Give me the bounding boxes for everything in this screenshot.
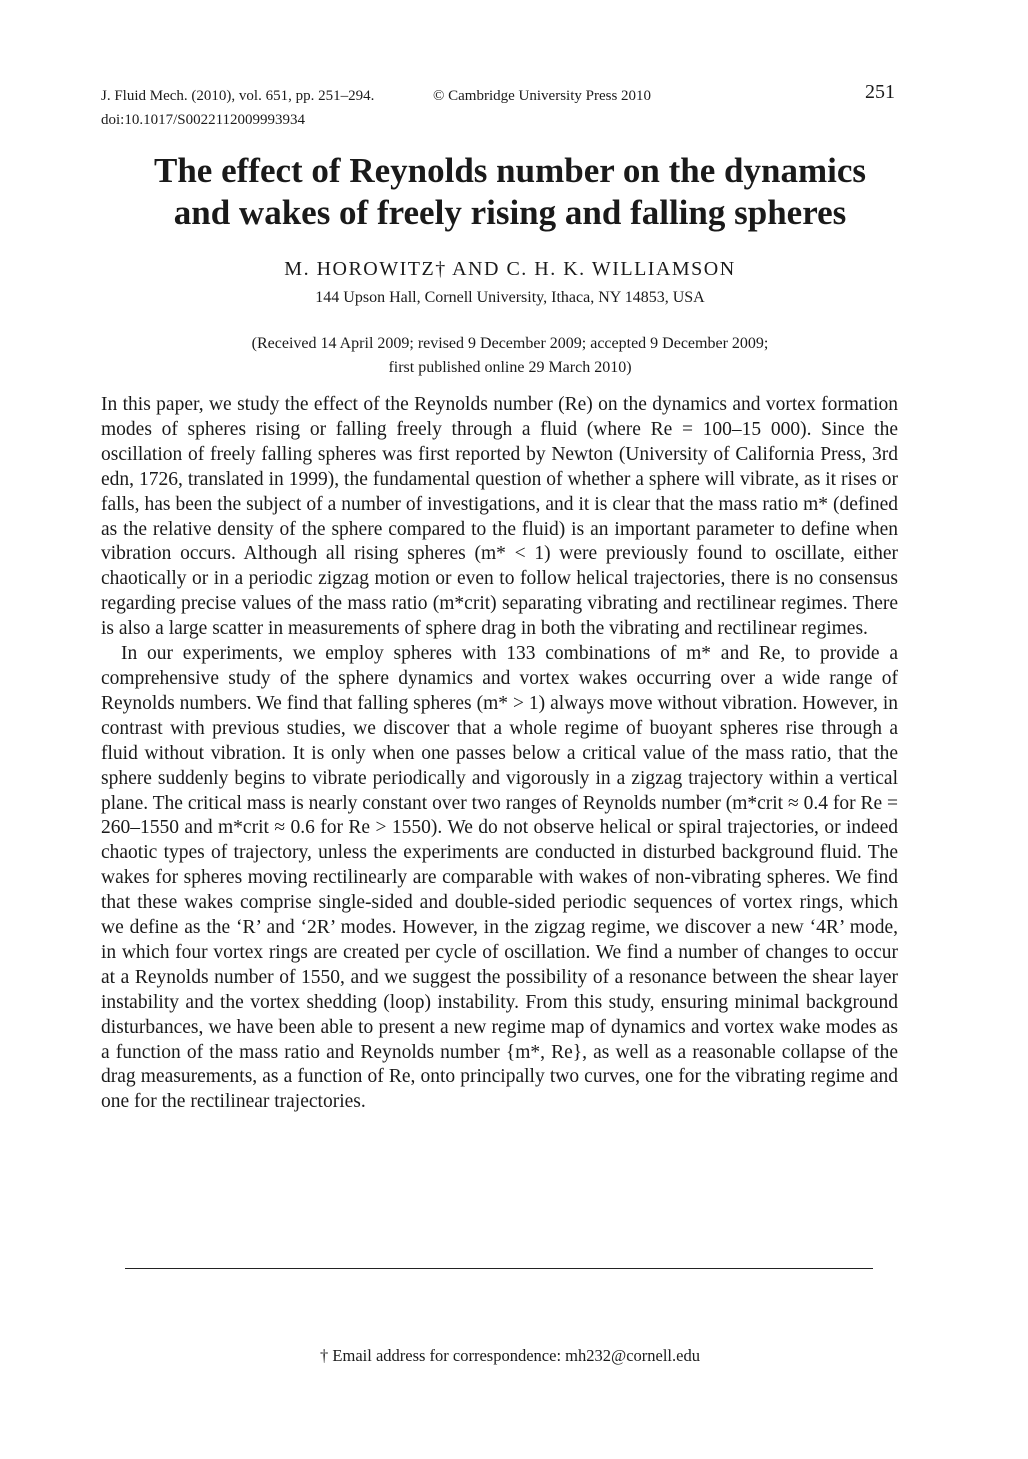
doi: doi:10.1017/S0022112009993934	[101, 112, 306, 128]
abstract-paragraph-2: In our experiments, we employ spheres with 133 combinations of m* and Re, to provide a comprehensive study of the sphere dynamics and vortex wakes occurring over a wide range of Reynolds numbers. We find that falling spheres (m* > 1) always move without vibration. However, in contrast with previous studies, we discover that a whole regime of buoyant spheres rise through a fluid without vibration. It is only when one passes below a critical value of the mass ratio, that the sphere suddenly begins to vibrate periodically and vigorously in a zigzag trajectory within a vertical plane. The critical mass is nearly constant over two ranges of Reynolds number (m*crit ≈ 0.4 for Re = 260–1550 and m*crit ≈ 0.6 for Re > 1550). We do not observe helical or spiral trajectories, or indeed chaotic types of trajectory, unless the experiments are conducted in disturbed background fluid. The wakes for spheres moving rectilinearly are comparable with wakes of non-vibrating spheres. We find that these wakes comprise single-sided and double-sided periodic sequences of vortex rings, which we define as the ‘R’ and ‘2R’ modes. However, in the zigzag regime, we discover a new ‘4R’ mode, in which four vortex rings are created per cycle of oscillation. We find a number of changes to occur at a Reynolds number of 1550, and we suggest the possibility of a resonance between the shear layer instability and the vortex shedding (loop) instability. From this study, ensuring minimal background disturbances, we have been able to present a new regime map of dynamics and vortex wake modes as a function of the mass ratio and Reynolds number {m*, Re}, as well as a reasonable collapse of the drag measurements, as a function of Re, onto principally two curves, one for the vibrating regime and one for the rectilinear trajectories.	[101, 643, 898, 1113]
received-line-1: (Received 14 April 2009; revised 9 December 2009; accepted 9 December 2009;	[251, 335, 769, 352]
footnote-divider	[125, 1268, 873, 1269]
running-header	[101, 81, 901, 132]
correspondence-footnote: † Email address for correspondence: mh232@cornell.edu	[320, 1346, 700, 1365]
received-dates	[60, 332, 960, 380]
author-list: M. HOROWITZ† AND C. H. K. WILLIAMSON	[284, 258, 736, 280]
received-line-2: first published online 29 March 2010)	[388, 359, 632, 376]
affiliation: 144 Upson Hall, Cornell University, Ithaca, NY 14853, USA	[315, 289, 705, 306]
journal-citation: J. Fluid Mech. (2010), vol. 651, pp. 251–294.	[101, 88, 375, 104]
page-number: 251	[865, 81, 895, 103]
title-line-1: The effect of Reynolds number on the dynamics	[154, 151, 866, 190]
abstract-paragraph-1: In this paper, we study the effect of the Reynolds number (Re) on the dynamics and vortex formation modes of spheres rising or falling freely through a fluid (where Re = 100–15 000). Since the oscillation of freely falling spheres was first reported by Newton (University of California Press, 3rd edn, 1726, translated in 1999), the fundamental question of whether a sphere will vibrate, as it rises or falls, has been the subject of a number of investigations, and it is clear that the mass ratio m* (defined as the relative density of the sphere compared to the fluid) is an important parameter to define when vibration occurs. Although all rising spheres (m* < 1) were previously found to oscillate, either chaotically or in a periodic zigzag motion or even to follow helical trajectories, there is no consensus regarding precise values of the mass ratio (m*crit) separating vibrating and rectilinear regimes. There is also a large scatter in measurements of sphere drag in both the vibrating and rectilinear regimes.	[101, 394, 898, 640]
paper-title	[60, 150, 960, 234]
copyright-notice: © Cambridge University Press 2010	[433, 88, 652, 104]
abstract	[101, 393, 898, 1115]
title-line-2: and wakes of freely rising and falling spheres	[173, 193, 847, 232]
